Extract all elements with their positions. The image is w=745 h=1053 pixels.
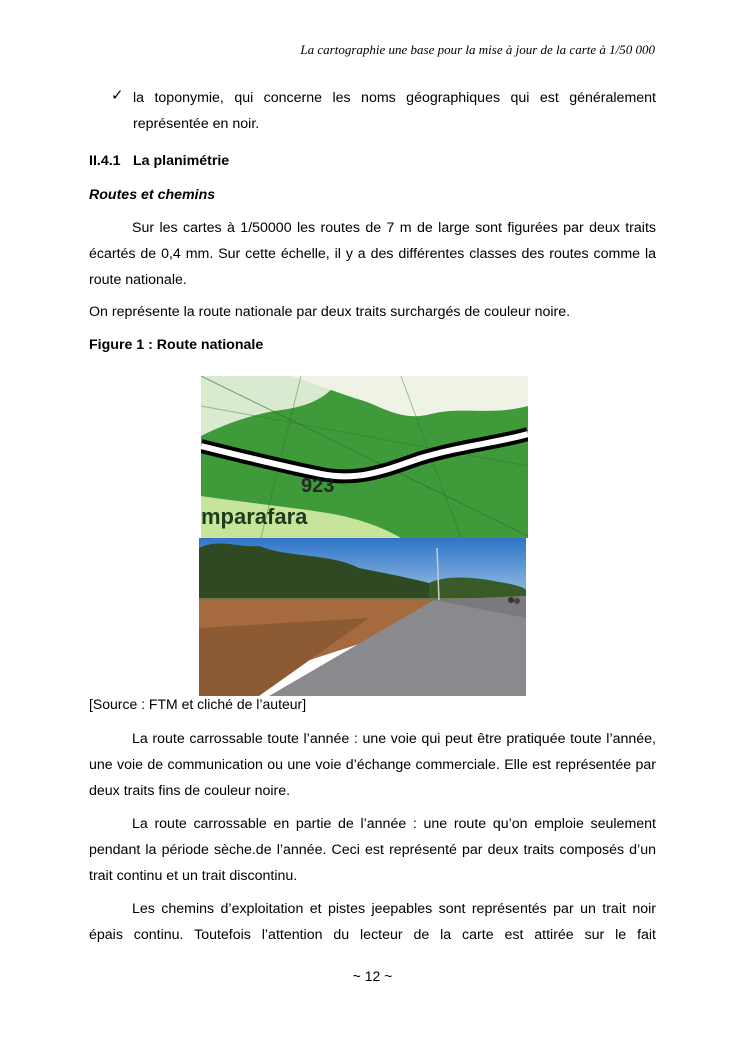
section-number: II.4.1 bbox=[89, 153, 121, 169]
section-heading bbox=[89, 148, 656, 174]
road-photo-image bbox=[199, 538, 526, 696]
bullet-paragraph: la toponymie, qui concerne les noms géographiques qui est généralement représentée en noir. bbox=[133, 90, 656, 132]
running-header: La cartographie une base pour la mise à jour de la carte à 1/50 000 bbox=[300, 42, 655, 57]
paragraph-5: Les chemins d’exploitation et pistes jeepables sont représentés par un trait noir épais continu. Toutefois l’attention du lecteur de la carte est attirée sur le fait bbox=[89, 901, 656, 943]
figure-caption: Figure 1 : Route nationale bbox=[89, 337, 264, 353]
figure-source: [Source : FTM et cliché de l’auteur] bbox=[89, 696, 307, 712]
paragraph-1: Sur les cartes à 1/50000 les routes de 7 m de large sont figurées par deux traits écartés de 0,4 mm. Sur cette échelle, il y a des différentes classes des routes comme la route nationale. bbox=[89, 220, 656, 288]
paragraph-2: On représente la route nationale par deux traits surchargés de couleur noire. bbox=[89, 304, 571, 320]
map-elevation-label: 923 bbox=[301, 475, 335, 497]
checkmark-bullet-icon: ✓ bbox=[111, 87, 124, 104]
road-photo-graphic bbox=[199, 538, 526, 696]
map-excerpt-image bbox=[201, 376, 528, 538]
page-number: ~ 12 ~ bbox=[352, 968, 393, 984]
section-title: La planimétrie bbox=[133, 153, 230, 169]
subsection-heading: Routes et chemins bbox=[89, 187, 216, 203]
paragraph-3: La route carrossable toute l’année : une voie qui peut être pratiquée toute l’année, une voie de communication ou une voie d’échange commerciale. Elle est représentée par deux traits fins de couleur noire. bbox=[89, 731, 656, 799]
map-place-label: mparafara bbox=[201, 504, 308, 529]
paragraph-4: La route carrossable en partie de l’année : une route qu’on emploie seulement pendant la période sèche.de l’année. Ceci est représenté par deux traits composés d’un trait continu et un trait discontinu. bbox=[89, 816, 656, 884]
map-excerpt-graphic bbox=[201, 376, 528, 538]
